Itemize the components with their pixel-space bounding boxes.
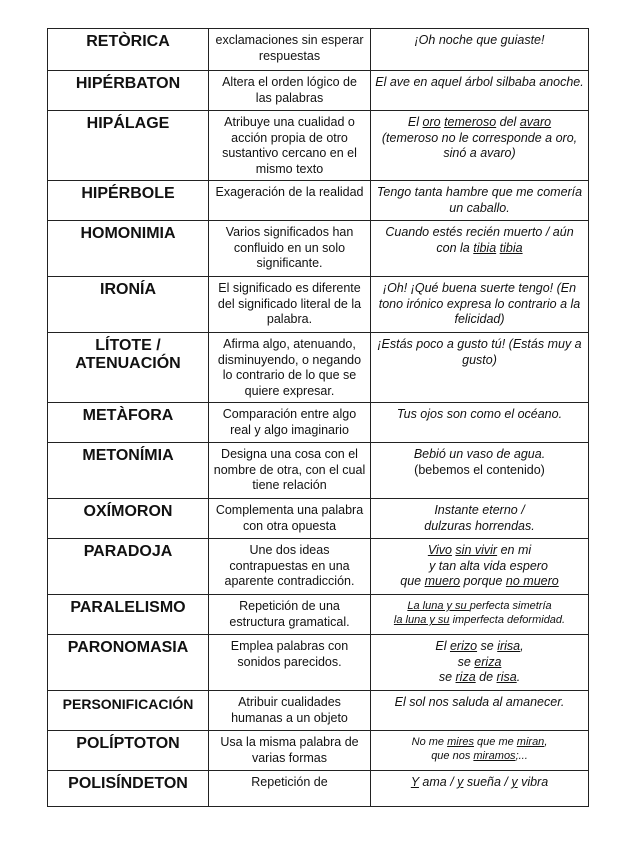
table-row [48,539,589,595]
term-cell: POLISÍNDETON [48,771,209,807]
example-cell: El oro temeroso del avaro (temeroso no le corresponde a oro, sinó a avaro) [371,111,589,181]
table-row [48,595,589,635]
table-row [48,499,589,539]
table-row [48,691,589,731]
definition-cell: Une dos ideas contrapuestas en una aparente contradicción. [209,539,371,595]
term-cell: METÀFORA [48,403,209,443]
table-row [48,333,589,403]
table-row [48,111,589,181]
definition-cell: Exageración de la realidad [209,181,371,221]
definition-cell: Designa una cosa con el nombre de otra, con el cual tiene relación [209,443,371,499]
example-cell: Tus ojos son como el océano. [371,403,589,443]
table-row [48,221,589,277]
term-cell: RETÒRICA [48,29,209,71]
definition-cell: El significado es diferente del significado literal de la palabra. [209,277,371,333]
example-cell: ¡Estás poco a gusto tú! (Estás muy a gusto) [371,333,589,403]
term-cell: PARADOJA [48,539,209,595]
definition-cell: Repetición de [209,771,371,807]
definition-cell: exclamaciones sin esperar respuestas [209,29,371,71]
example-cell: El erizo se irisa, se eriza se riza de risa. [371,635,589,691]
table-row [48,71,589,111]
term-cell: PARALELISMO [48,595,209,635]
definition-cell: Atribuye una cualidad o acción propia de otro sustantivo cercano en el mismo texto [209,111,371,181]
definition-cell: Varios significados han confluido en un solo significante. [209,221,371,277]
example-cell: La luna y su perfecta simetría la luna y su imperfecta deformidad. [371,595,589,635]
definition-cell: Emplea palabras con sonidos parecidos. [209,635,371,691]
table-row [48,771,589,807]
table-row [48,403,589,443]
term-cell: HOMONIMIA [48,221,209,277]
term-cell: HIPÉRBOLE [48,181,209,221]
table-row [48,443,589,499]
term-cell: IRONÍA [48,277,209,333]
term-cell: METONÍMIA [48,443,209,499]
example-cell: Cuando estés recién muerto / aún con la tibia tibia [371,221,589,277]
definition-cell: Usa la misma palabra de varias formas [209,731,371,771]
table-row [48,29,589,71]
example-cell: El sol nos saluda al amanecer. [371,691,589,731]
example-cell: ¡Oh noche que guiaste! [371,29,589,71]
example-cell: Instante eterno / dulzuras horrendas. [371,499,589,539]
example-cell: No me mires que me miran, que nos miramos;... [371,731,589,771]
term-cell: HIPÁLAGE [48,111,209,181]
example-cell: Y ama / y sueña / y vibra [371,771,589,807]
table-row [48,277,589,333]
term-cell: LÍTOTE / ATENUACIÓN [48,333,209,403]
term-cell: PERSONIFICACIÓN [48,691,209,731]
table-row [48,181,589,221]
term-cell: OXÍMORON [48,499,209,539]
term-cell: HIPÉRBATON [48,71,209,111]
example-cell: Tengo tanta hambre que me comería un caballo. [371,181,589,221]
definition-cell: Atribuir cualidades humanas a un objeto [209,691,371,731]
rhetorical-figures-table [47,28,589,807]
example-cell: Vivo sin vivir en mi y tan alta vida espero que muero porque no muero [371,539,589,595]
example-cell: ¡Oh! ¡Qué buena suerte tengo! (En tono irónico expresa lo contrario a la felicidad) [371,277,589,333]
definition-cell: Afirma algo, atenuando, disminuyendo, o negando lo contrario de lo que se quiere expresar. [209,333,371,403]
table-row [48,731,589,771]
definition-cell: Repetición de una estructura gramatical. [209,595,371,635]
example-cell: El ave en aquel árbol silbaba anoche. [371,71,589,111]
definition-cell: Altera el orden lógico de las palabras [209,71,371,111]
term-cell: POLÍPTOTON [48,731,209,771]
definition-cell: Comparación entre algo real y algo imaginario [209,403,371,443]
table-row [48,635,589,691]
term-cell: PARONOMASIA [48,635,209,691]
example-cell: Bebió un vaso de agua. (bebemos el contenido) [371,443,589,499]
definition-cell: Complementa una palabra con otra opuesta [209,499,371,539]
